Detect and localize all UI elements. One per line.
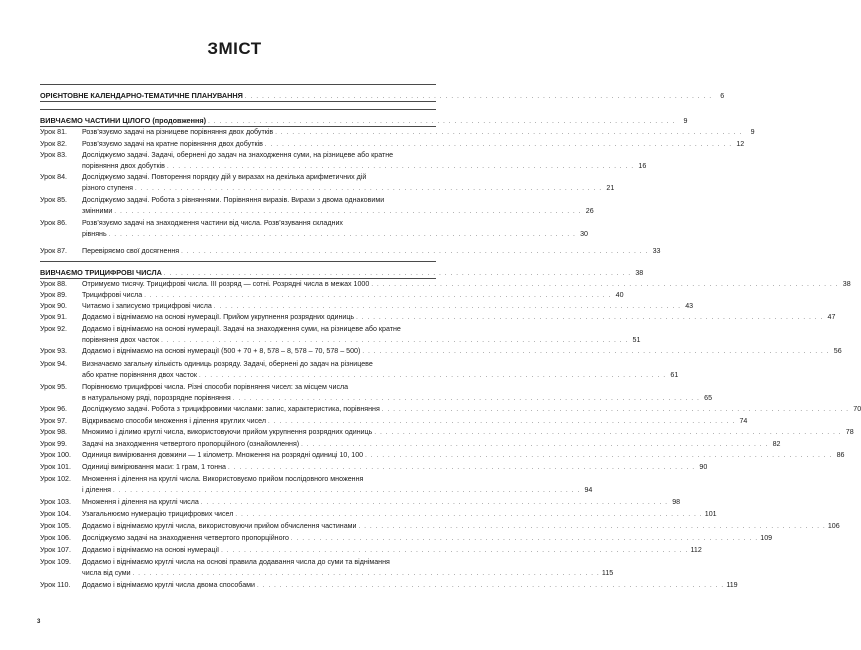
page-number: 38 [635, 269, 644, 277]
lesson-title: числа від суми [82, 569, 131, 578]
lesson-title: Досліджуємо задачі на знаходження четвертого пропорційного [82, 534, 289, 542]
toc-lesson-entry [40, 497, 681, 509]
lesson-title: Порівнюємо трицифрові числа. Різні способи порівняння чисел: за місцем числа [82, 383, 349, 391]
toc-lesson-entry [40, 474, 593, 497]
section-divider [40, 101, 436, 102]
toc-entry-line [40, 568, 614, 580]
leader-dots: . . . . . . . . . . . . . . . . . . . . . . . . . . . . . . . . . . . . . . . . . . . . . . . . . . . . . . . . . . . . . . . . . . . . . . . . . . . . . . . . . . [227, 465, 696, 471]
lesson-number: Урок 98. [40, 428, 68, 436]
page-number: 12 [736, 140, 745, 148]
toc-lesson-entry [40, 427, 854, 439]
lesson-title: Відкриваємо способи множення і ділення круглих чисел [82, 417, 267, 425]
toc-lesson-entry [40, 172, 615, 195]
toc-entry-line [40, 474, 436, 485]
toc-lesson-entry [40, 382, 713, 405]
lesson-title: Розв’язуємо задачі на знаходження частини від числа. Розв’язування складних [82, 219, 343, 227]
leader-dots: . . . . . . . . . . . . . . . . . . . . . . . . . . . . . . . . . . . . . . . . . . . . . . . . . . . . . . . . . . . . . . . . . . . . . . . . . . . . . . . . . . [264, 142, 733, 148]
leader-dots: . . . . . . . . . . . . . . . . . . . . . . . . . . . . . . . . . . . . . . . . . . . . . . . . . . . . . . . . . . . . . . . . . . . . . . . . . . . . . . . . . . [198, 373, 667, 380]
lesson-title: і ділення [82, 486, 112, 495]
lesson-title: різного ступеня [82, 184, 133, 193]
lesson-title: порівняння двох часток [82, 336, 160, 345]
toc-entry-line [40, 183, 615, 195]
leader-dots: . . . . . . . . . . . . . . . . . . . . . . . . . . . . . . . . . . . . . . . . . . . . . . . . . . . . . . . . . . . . . . . . . . . . . . . . . . . . . . . . . . [374, 430, 842, 436]
lesson-title: Одиниця вимірювання довжини — 1 кілометр. Множення на розрядні одиниці 10, 100 [82, 451, 364, 459]
page-number: 38 [842, 280, 851, 288]
toc-lesson-entry [40, 404, 861, 416]
lesson-number: Урок 83. [40, 151, 68, 159]
lesson-title: Множення і ділення на круглі числа. Використовуємо прийом послідовного множення [82, 475, 364, 483]
page-number: 78 [845, 428, 854, 436]
lesson-number: Урок 88. [40, 280, 68, 288]
lesson-number: Урок 81. [40, 128, 68, 136]
toc-entry-line [40, 533, 773, 545]
lesson-number: Урок 102. [40, 475, 71, 483]
leader-dots: . . . . . . . . . . . . . . . . . . . . . . . . . . . . . . . . . . . . . . . . . . . . . . . . . . . . . . . . . . . . . . . . . . . . . . . . . . . . . . . . . . [268, 419, 736, 425]
section-divider [40, 109, 436, 110]
toc-entry-line [40, 172, 436, 183]
page-number: 106 [827, 522, 840, 530]
toc-lesson-entry [40, 218, 588, 241]
lesson-title: Додаємо і віднімаємо на основі нумерації [82, 546, 220, 554]
toc-entry-line [40, 195, 436, 206]
lesson-number: Урок 100. [40, 451, 71, 459]
lesson-number: Урок 95. [40, 383, 68, 391]
toc-lesson-entry [40, 509, 717, 521]
lesson-title: Розв’язуємо задачі на різницеве порівняння двох добутків [82, 128, 274, 136]
page-number: 16 [638, 162, 647, 171]
lesson-title: Додаємо і віднімаємо на основі нумерації. Задачі на знаходження суми, на різницеве або кратне [82, 325, 401, 333]
page-number: 9 [683, 117, 688, 125]
lesson-title: Додаємо і віднімаємо круглі числа на основі правила додавання числа до суми та віднімання [82, 558, 390, 566]
section-title: ВИВЧАЄМО ЧАСТИНИ ЦІЛОГО (продовження) [40, 116, 207, 125]
toc-entry-line [40, 450, 845, 462]
section-title: ВИВЧАЄМО ТРИЦИФРОВІ ЧИСЛА [40, 268, 162, 277]
leader-dots: . . . . . . . . . . . . . . . . . . . . . . . . . . . . . . . . . . . . . . . . . . . . . . . . . . . . . . . . . . . . . . . . . . . . . . . . . . . . . . . . . . [108, 232, 576, 239]
toc-entry-line [40, 521, 840, 533]
lesson-number: Урок 104. [40, 510, 71, 518]
toc-lesson-entry [40, 462, 708, 474]
page-number: 47 [827, 313, 836, 321]
toc-lesson-entry [40, 557, 614, 580]
lesson-number: Урок 96. [40, 405, 68, 413]
leader-dots: . . . . . . . . . . . . . . . . . . . . . . . . . . . . . . . . . . . . . . . . . . . . . . . . . . . . . . . . . . . . . . . . . . . . . . . . . . . . . . . . . . [166, 164, 635, 171]
toc-entry-line [40, 246, 661, 258]
toc-entry-line [40, 509, 717, 521]
toc-lesson-entry [40, 580, 738, 592]
page-number: 30 [580, 230, 588, 239]
toc-lesson-entry [40, 450, 845, 462]
lesson-title: Досліджуємо задачі. Задачі, обернені до задач на знаходження суми, на різницеве або кратне [82, 151, 394, 159]
toc-lesson-entry [40, 127, 755, 139]
page-number: 90 [699, 463, 708, 471]
lesson-title: Додаємо і віднімаємо на основі нумерації (500 + 70 + 8, 578 – 8, 578 – 70, 578 – 500) [82, 347, 361, 355]
page-number: 65 [704, 394, 713, 403]
page-number: 56 [833, 347, 842, 355]
lesson-title: або кратне порівняння двох часток [82, 371, 197, 380]
toc-entry-line [40, 229, 588, 241]
page-title: ЗМІСТ [207, 39, 262, 58]
section-divider [40, 84, 436, 85]
lesson-title: змінними [82, 207, 113, 216]
toc-lesson-entry [40, 246, 661, 258]
lesson-title: Одиниці вимірювання маси: 1 грам, 1 тонна [82, 463, 226, 471]
lesson-title: Досліджуємо задачі. Робота з трицифровими числами: запис, характеристика, порівняння [82, 405, 380, 413]
toc-lesson-entry [40, 324, 641, 347]
lesson-title: Множимо і ділимо круглі числа, використовуючи прийом укрупнення розрядних одиниць [82, 428, 373, 436]
toc-lesson-entry [40, 150, 647, 173]
toc-entry-line [40, 404, 861, 416]
leader-dots: . . . . . . . . . . . . . . . . . . . . . . . . . . . . . . . . . . . . . . . . . . . . . . . . . . . . . . . . . . . . . . . . . . . . . . . . . . . . . . . . . . [221, 548, 689, 554]
leader-dots: . . . . . . . . . . . . . . . . . . . . . . . . . . . . . . . . . . . . . . . . . . . . . . . . . . . . . . . . . . . . . . . . . . . . . . . . . . . . . . . . . . [358, 524, 826, 530]
leader-dots: . . . . . . . . . . . . . . . . . . . . . . . . . . . . . . . . . . . . . . . . . . . . . . . . . . . . . . . . . . . . . . . . . . . . . . . . . . . . . . . . . . [113, 488, 581, 495]
lesson-title: Узагальнюємо нумерацію трицифрових чисел [82, 510, 234, 518]
lesson-title: Розв’язуємо задачі на кратне порівняння двох добутків [82, 140, 263, 148]
lesson-number: Урок 99. [40, 440, 68, 448]
lesson-number: Урок 101. [40, 463, 71, 471]
leader-dots: . . . . . . . . . . . . . . . . . . . . . . . . . . . . . . . . . . . . . . . . . . . . . . . . . . . . . . . . . . . . . . . . . . . . . . . . . . . . . . . . . . [362, 349, 830, 355]
lesson-number: Урок 86. [40, 219, 68, 227]
lesson-title: Задачі на знаходження четвертого пропорційного (ознайомлення) [82, 440, 300, 448]
page-number: 6 [720, 92, 725, 100]
toc-entry-line [40, 150, 436, 161]
toc-lesson-entry [40, 545, 702, 557]
leader-dots: . . . . . . . . . . . . . . . . . . . . . . . . . . . . . . . . . . . . . . . . . . . . . . . . . . . . . . . . . . . . . . . . . . . . . . . . . . . . . . . . . . [114, 209, 582, 216]
lesson-title: порівняння двох добутків [82, 162, 165, 171]
lesson-title: Перевіряємо свої досягнення [82, 247, 180, 255]
leader-dots: . . . . . . . . . . . . . . . . . . . . . . . . . . . . . . . . . . . . . . . . . . . . . . . . . . . . . . . . . . . . . . . . . . . . . . . . . . . . . . . . . . [232, 396, 701, 403]
page-number: 98 [672, 498, 681, 506]
lesson-number: Урок 90. [40, 302, 68, 310]
leader-dots: . . . . . . . . . . . . . . . . . . . . . . . . . . . . . . . . . . . . . . . . . . . . . . . . . . . . . . . . . . . . . . . . . . . . . . . . . . . . . . . . . . [132, 571, 600, 578]
leader-dots: . . . . . . . . . . . . . . . . . . . . . . . . . . . . . . . . . . . . . . . . . . . . . . . . . . . . . . . . . . . . . . . . . . . . . . . . . . . . . . . . . . [256, 583, 725, 589]
toc-entry-line [40, 359, 436, 370]
leader-dots: . . . . . . . . . . . . . . . . . . . . . . . . . . . . . . . . . . . . . . . . . . . . . . . . . . . . . . . . . . . . . . . . . . . . . . . . . . . . . . . . . . [144, 293, 612, 299]
page-number: 33 [652, 247, 661, 255]
leader-dots: . . . . . . . . . . . . . . . . . . . . . . . . . . . . . . . . . . . . . . . . . . . . . . . . . . . . . . . . . . . . . . . . . . . . . . . . . . . . . . . . . . [208, 119, 676, 125]
toc-entry-line [40, 312, 836, 324]
lesson-number: Урок 109. [40, 558, 71, 566]
page-number: 9 [750, 128, 755, 136]
leader-dots: . . . . . . . . . . . . . . . . . . . . . . . . . . . . . . . . . . . . . . . . . . . . . . . . . . . . . . . . . . . . . . . . . . . . . . . . . . . . . . . . . . [163, 271, 632, 277]
lesson-number: Урок 93. [40, 347, 68, 355]
lesson-number: Урок 85. [40, 196, 68, 204]
page-number: 82 [772, 440, 781, 448]
lesson-title: Досліджуємо задачі. Робота з рівняннями. Порівняння виразів. Вирази з двома однаковими [82, 196, 385, 204]
lesson-title: Отримуємо тисячу. Трицифрові числа. ІІІ розряд — сотні. Розрядні числа в межах 1000 [82, 280, 370, 288]
lesson-number: Урок 84. [40, 173, 68, 181]
section-title: ОРІЄНТОВНЕ КАЛЕНДАРНО-ТЕМАТИЧНЕ ПЛАНУВАННЯ [40, 91, 243, 100]
leader-dots: . . . . . . . . . . . . . . . . . . . . . . . . . . . . . . . . . . . . . . . . . . . . . . . . . . . . . . . . . . . . . . . . . . . . . . . . . . . . . . . . . . [365, 453, 833, 459]
lesson-title: Додаємо і віднімаємо круглі числа, використовуючи прийом обчислення частинами [82, 522, 357, 530]
lesson-title: Додаємо і віднімаємо круглі числа двома способами [82, 581, 255, 589]
leader-dots: . . . . . . . . . . . . . . . . . . . . . . . . . . . . . . . . . . . . . . . . . . . . . . . . . . . . . . . . . . . . . . . . . . . . . . . . . . . . . . . . . . [371, 282, 839, 288]
leader-dots: . . . . . . . . . . . . . . . . . . . . . . . . . . . . . . . . . . . . . . . . . . . . . . . . . . . . . . . . . . . . . . . . . . . . . . . . . . . . . . . . . . [356, 315, 824, 321]
toc-entry-line [40, 557, 436, 568]
lesson-number: Урок 103. [40, 498, 71, 506]
lesson-number: Урок 107. [40, 546, 71, 554]
lesson-number: Урок 94. [40, 360, 68, 368]
toc-lesson-entry [40, 312, 836, 324]
lesson-title: Досліджуємо задачі. Повторення порядку дій у виразах на декілька арифметичних дій [82, 173, 367, 181]
leader-dots: . . . . . . . . . . . . . . . . . . . . . . . . . . . . . . . . . . . . . . . . . . . . . . . . . . . . . . . . . . . . . . . . . . . . . . . . . . . . . . . . . . [244, 94, 713, 100]
lesson-title: Множення і ділення на круглі числа [82, 498, 199, 506]
page-number: 61 [670, 371, 679, 380]
toc-lesson-entry [40, 359, 679, 382]
leader-dots: . . . . . . . . . . . . . . . . . . . . . . . . . . . . . . . . . . . . . . . . . . . . . . . . . . . . . . . . . . . . . . . . . . . . . . . . . . . . . . . . . . [275, 130, 743, 136]
toc-lesson-entry [40, 533, 773, 545]
toc-entry-line [40, 462, 708, 474]
toc-entry-line [40, 580, 738, 592]
lesson-title: Визначаємо загальну кількість одиниць розряду. Задачі, обернені до задач на різницеве [82, 360, 373, 368]
page-number: 119 [726, 581, 738, 589]
toc-lesson-entry [40, 346, 842, 358]
lesson-title: Додаємо і віднімаємо на основі нумерації. Прийом укрупнення розрядних одиниць [82, 313, 355, 321]
page-number: 74 [739, 417, 748, 425]
toc-entry-line [40, 346, 842, 358]
footer-page-number: 3 [37, 619, 41, 625]
leader-dots: . . . . . . . . . . . . . . . . . . . . . . . . . . . . . . . . . . . . . . . . . . . . . . . . . . . . . . . . . . . . . . . . . . . . . . . . . . . . . . . . . . [301, 442, 769, 448]
leader-dots: . . . . . . . . . . . . . . . . . . . . . . . . . . . . . . . . . . . . . . . . . . . . . . . . . . . . . . . . . . . . . . . . . . . . . . . . . . . . . . . . . . [134, 186, 603, 193]
page-number: 101 [704, 510, 717, 518]
lesson-title: в натуральному ряді, порозрядне порівняння [82, 394, 231, 403]
toc-entry-line [40, 427, 854, 439]
lesson-number: Урок 87. [40, 247, 68, 255]
lesson-number: Урок 92. [40, 325, 68, 333]
leader-dots: . . . . . . . . . . . . . . . . . . . . . . . . . . . . . . . . . . . . . . . . . . . . . . . . . . . . . . . . . . . . . . . . . . . . . . . . . . . . . . . . . . [381, 407, 850, 413]
toc-entry-line [40, 218, 436, 229]
page-number: 26 [585, 207, 594, 216]
lesson-title: Читаємо і записуємо трицифрові числа [82, 302, 212, 310]
section-divider [40, 261, 436, 262]
page-number: 94 [584, 486, 593, 495]
lesson-number: Урок 106. [40, 534, 71, 542]
lesson-number: Урок 97. [40, 417, 68, 425]
toc-lesson-entry [40, 521, 840, 533]
leader-dots: . . . . . . . . . . . . . . . . . . . . . . . . . . . . . . . . . . . . . . . . . . . . . . . . . . . . . . . . . . . . . . . . . . . . . . . . . . . . . . . . . . [181, 249, 649, 255]
leader-dots: . . . . . . . . . . . . . . . . . . . . . . . . . . . . . . . . . . . . . . . . . . . . . . . . . . . . . . . . . . . . . . . . . . . . . . . . . . . . . . . . . . [213, 304, 682, 310]
lesson-title: Трицифрові числа [82, 291, 143, 299]
page-number: 21 [606, 184, 615, 193]
lesson-number: Урок 89. [40, 291, 68, 299]
lesson-number: Урок 110. [40, 581, 71, 589]
lesson-title: рівнянь [82, 230, 107, 239]
lesson-number: Урок 91. [40, 313, 68, 321]
toc-lesson-entry [40, 195, 594, 218]
leader-dots: . . . . . . . . . . . . . . . . . . . . . . . . . . . . . . . . . . . . . . . . . . . . . . . . . . . . . . . . . . . . . . . . . . . . . . . . . . . . . . . . . . [200, 500, 669, 506]
toc-entry-line [40, 497, 681, 509]
toc-entry-line [40, 206, 594, 218]
page-number: 40 [615, 291, 624, 299]
leader-dots: . . . . . . . . . . . . . . . . . . . . . . . . . . . . . . . . . . . . . . . . . . . . . . . . . . . . . . . . . . . . . . . . . . . . . . . . . . . . . . . . . . [290, 536, 759, 542]
page-number: 112 [690, 546, 702, 554]
leader-dots: . . . . . . . . . . . . . . . . . . . . . . . . . . . . . . . . . . . . . . . . . . . . . . . . . . . . . . . . . . . . . . . . . . . . . . . . . . . . . . . . . . [235, 512, 703, 518]
page-number: 109 [760, 534, 773, 542]
page-number: 43 [685, 302, 694, 310]
toc-entry-line [40, 370, 679, 382]
page-number: 86 [836, 451, 845, 459]
toc-entry-line [40, 324, 436, 335]
toc-entry-line [40, 127, 755, 139]
lesson-number: Урок 105. [40, 522, 71, 530]
page-number: 70 [853, 405, 861, 413]
page-number: 115 [601, 569, 614, 578]
toc-entry-line [40, 485, 593, 497]
lesson-number: Урок 82. [40, 140, 68, 148]
toc-entry-line [40, 382, 436, 393]
page-number: 51 [632, 336, 641, 345]
leader-dots: . . . . . . . . . . . . . . . . . . . . . . . . . . . . . . . . . . . . . . . . . . . . . . . . . . . . . . . . . . . . . . . . . . . . . . . . . . . . . . . . . . [161, 338, 629, 345]
toc-entry-line [40, 545, 702, 557]
